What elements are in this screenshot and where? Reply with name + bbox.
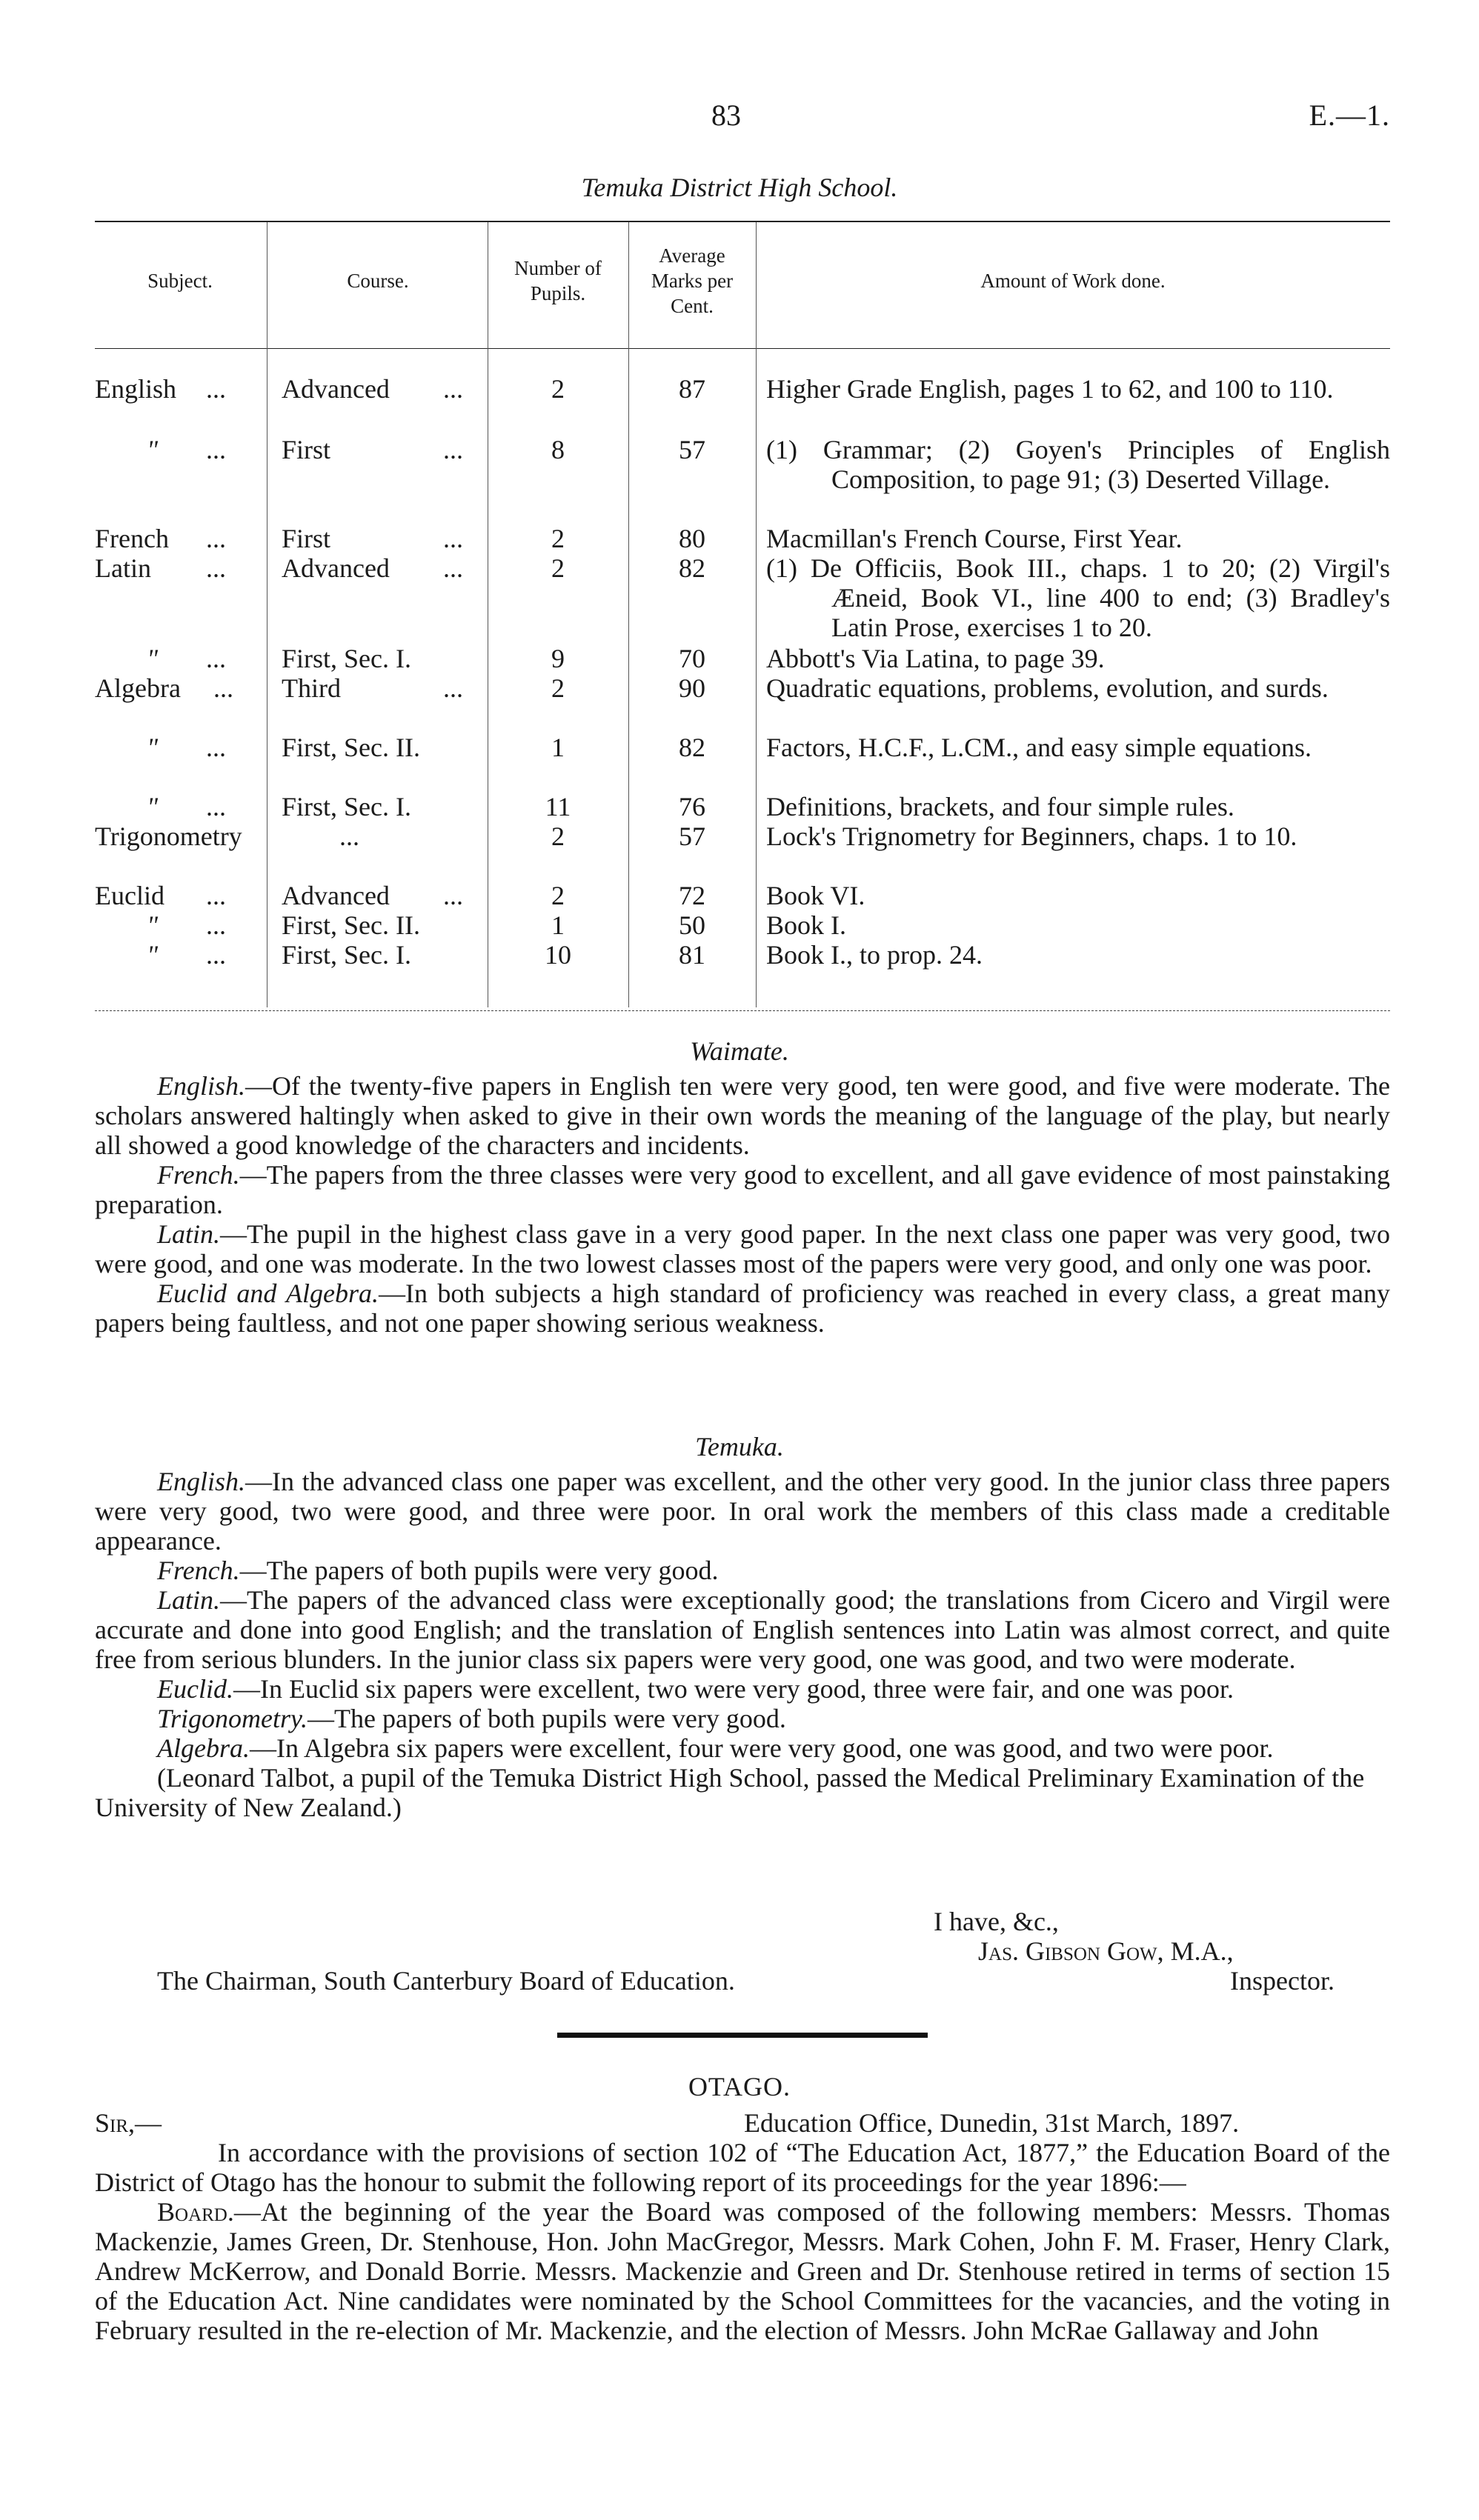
paragraph: French.—The papers from the three classes were very good to excellent, and all gave evidence of most painstaking preparation. [95,1160,1390,1219]
cell-average: 57 [679,821,705,851]
cell-course: First, Sec. II. [282,910,420,940]
cell-work: Book I., to prop. 24. [766,940,983,970]
cell-course: Advanced [282,553,390,583]
cell-course: First, Sec. I. [282,940,411,970]
cell-subject: " [147,733,159,762]
table-body [95,374,1390,1004]
cell-subject: Trigonometry [95,821,242,851]
cell-average: 82 [679,733,705,762]
cell-average: 70 [679,644,705,673]
signature-name: Jas. Gibson Gow, M.A., [978,1936,1234,1966]
cell-average: 87 [679,374,705,404]
cell-course: Third [282,673,341,703]
note-paragraph: (Leonard Talbot, a pupil of the Temuka District High School, passed the Medical Preliminary Examination of the University of New Zealand.) [95,1763,1365,1822]
leader-dots: ... [206,733,226,762]
cell-pupils: 10 [545,940,571,970]
cell-course: Advanced [282,881,390,910]
leader-dots: ... [206,435,226,464]
paragraph: Algebra.—In Algebra six papers were excellent, four were very good, one was good, and two were poor. [157,1733,1274,1763]
paragraph: English.—Of the twenty-five papers in English ten were very good, ten were good, and five were moderate. The scholars answered haltingly when asked to give in their own words the meaning of the language of the play, but nearly all showed a good knowledge of the characters and incidents. [95,1071,1390,1160]
paragraph: English.—In the advanced class one paper was excellent, and the other very good. In the junior class three papers were very good, two were good, and three were poor. In oral work the members of this class made a creditable appearance. [95,1467,1390,1556]
cell-subject: Algebra [95,673,181,703]
cell-average: 50 [679,910,705,940]
cell-subject: " [147,910,159,940]
document-reference: E.—1. [1309,99,1390,132]
cell-pupils: 2 [551,673,565,703]
paragraph: Latin.—The pupil in the highest class gave in a very good paper. In the next class one paper was very good, two were good, and one was moderate. In the two lowest classes most of the papers were very good, and only one was poor. [95,1219,1390,1279]
column-header-pupils: Number of Pupils. [514,257,602,304]
page-number: 83 [711,99,741,132]
paragraph: Latin.—The papers of the advanced class were exceptionally good; the translations from Cicero and Virgil were accurate and done into good English; and the translation of English sentences into Latin was almost correct, and quite free from serious blunders. In the junior class six papers were very good, one was good, and two were moderate. [95,1585,1390,1674]
cell-course: First, Sec. II. [282,733,420,762]
section-heading-temuka: Temuka. [695,1432,784,1461]
temuka-report [95,1467,1390,1822]
cell-subject: Euclid [95,881,164,910]
paragraph: Trigonometry.—The papers of both pupils were very good. [157,1704,786,1733]
column-header-subject: Subject. [147,270,213,293]
leader-dots: ... [206,553,226,583]
cell-pupils: 2 [551,553,565,583]
cell-average: 81 [679,940,705,970]
leader-dots: ... [443,881,463,910]
column-header-course: Course. [347,270,409,293]
signature-title: Inspector. [1230,1966,1335,1996]
cell-work: Abbott's Via Latina, to page 39. [766,644,1105,673]
section-divider [557,2033,928,2038]
cell-subject: " [147,940,159,970]
cell-course: ... [339,821,359,851]
paragraph: Euclid and Algebra.—In both subjects a high standard of proficiency was reached in every class, a great many papers being faultless, and not one paper showing serious weakness. [95,1279,1390,1338]
leader-dots: ... [443,553,463,583]
paragraph: French.—The papers of both pupils were very good. [157,1556,719,1585]
waimate-report [95,1071,1390,1338]
cell-work: Book VI. [766,881,865,910]
column-header-average: Average Marks per Cent. [651,244,734,317]
leader-dots: ... [443,374,463,404]
leader-dots: ... [206,524,226,553]
leader-dots: ... [443,435,463,464]
cell-work: Definitions, brackets, and four simple rules. [766,792,1234,821]
cell-course: Advanced [282,374,390,404]
paragraph: Board.—At the beginning of the year the Board was composed of the following members: Messrs. Thomas Mackenzie, James Green, Dr. Stenhouse, Hon. John MacGregor, Messrs. Mark Cohen, John F. M. Fraser, Henry Clark, Andrew McKerrow, and Donald Borrie. Messrs. Mackenzie and Green and Dr. Stenhouse retired in terms of section 15 of the Education Act. Nine candidates were nominated by the School Committees for the vacancies, and the voting in February resulted in the re-election of Mr. Mackenzie, and the election of Messrs. John McRae Gallaway and John [95,2197,1390,2345]
cell-work: Book I. [766,910,846,940]
table-header [95,222,1390,341]
leader-dots: ... [443,673,463,703]
cell-subject: " [147,644,159,673]
table-title: Temuka District High School. [581,173,898,202]
leader-dots: ... [206,644,226,673]
cell-work: (1) De Officiis, Book III., chaps. 1 to 20; (2) Virgil's Æneid, Book VI., line 400 to end; (3) Bradley's Latin Prose, exercises 1 to 20. [766,553,1390,642]
cell-work: Quadratic equations, problems, evolution, and surds. [766,673,1329,703]
cell-course: First [282,435,331,464]
cell-subject: French [95,524,169,553]
paragraph: Euclid.—In Euclid six papers were excellent, two were very good, three were fair, and one was poor. [157,1674,1234,1704]
cell-work: Factors, H.C.F., L.CM., and easy simple equations. [766,733,1312,762]
cell-pupils: 8 [551,435,565,464]
table-header-rule [95,348,1390,349]
dateline: Education Office, Dunedin, 31st March, 1897. [744,2108,1240,2138]
cell-average: 82 [679,553,705,583]
cell-pupils: 2 [551,524,565,553]
cell-subject: " [147,435,159,464]
section-heading-otago: OTAGO. [688,2072,791,2101]
addressee: The Chairman, South Canterbury Board of Education. [157,1966,735,1996]
cell-subject: Latin [95,553,151,583]
cell-pupils: 9 [551,644,565,673]
leader-dots: ... [206,881,226,910]
cell-work: (1) Grammar; (2) Goyen's Principles of English Composition, to page 91; (3) Deserted Village. [766,435,1390,494]
cell-subject: " [147,792,159,821]
cell-average: 80 [679,524,705,553]
cell-average: 90 [679,673,705,703]
leader-dots: ... [206,792,226,821]
table-bottom-rule [95,1010,1390,1011]
cell-work: Macmillan's French Course, First Year. [766,524,1183,553]
salutation: Sir,— [95,2108,162,2138]
leader-dots: ... [213,673,233,703]
leader-dots: ... [206,910,226,940]
cell-average: 57 [679,435,705,464]
leader-dots: ... [206,374,226,404]
section-heading-waimate: Waimate. [690,1036,789,1066]
leader-dots: ... [206,940,226,970]
cell-average: 72 [679,881,705,910]
column-header-work: Amount of Work done. [980,270,1166,293]
cell-average: 76 [679,792,705,821]
cell-pupils: 11 [545,792,571,821]
cell-course: First, Sec. I. [282,792,411,821]
cell-course: First, Sec. I. [282,644,411,673]
closing: I have, &c., [934,1907,1059,1936]
cell-subject: English [95,374,177,404]
otago-report [95,2138,1390,2345]
cell-work: Lock's Trignometry for Beginners, chaps. 1 to 10. [766,821,1297,851]
cell-pupils: 2 [551,821,565,851]
cell-pupils: 1 [551,733,565,762]
cell-work: Higher Grade English, pages 1 to 62, and 100 to 110. [766,374,1334,404]
paragraph: In accordance with the provisions of section 102 of “The Education Act, 1877,” the Education Board of the District of Otago has the honour to submit the following report of its proceedings for the year 1896:— [95,2138,1390,2197]
cell-pupils: 2 [551,374,565,404]
cell-course: First [282,524,331,553]
leader-dots: ... [443,524,463,553]
cell-pupils: 1 [551,910,565,940]
cell-pupils: 2 [551,881,565,910]
